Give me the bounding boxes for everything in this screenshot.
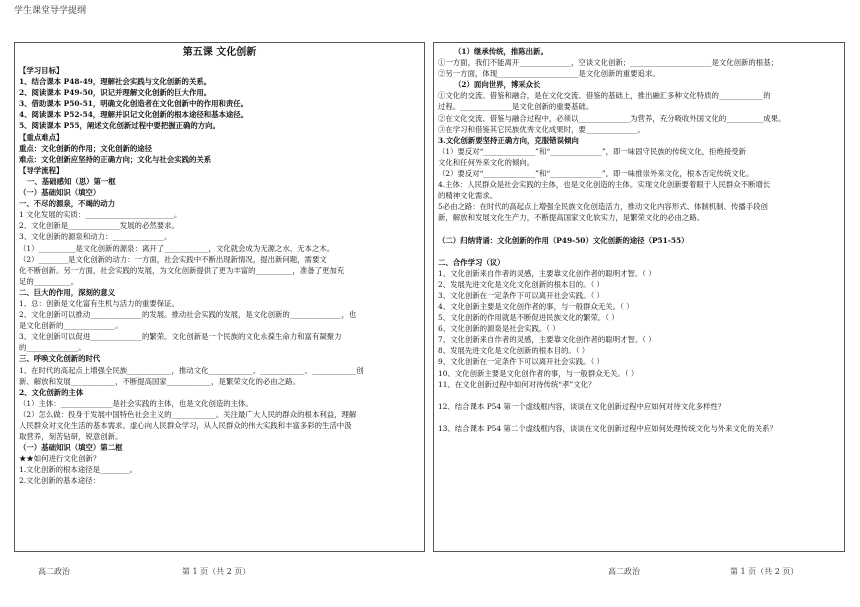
- left-line: 1.文化创新的根本途径是________。: [19, 465, 137, 475]
- left-line: 2.文化创新的基本途径：: [19, 476, 100, 486]
- right-column: [433, 42, 845, 552]
- right-line: （二）归纳背诵：文化创新的作用（P49-50）文化创新的途径（P51-55）: [438, 235, 689, 245]
- right-line: 8、发展先进文化是文化创新的根本目的。（ ）: [438, 346, 590, 356]
- right-line: （2）要反对“______________”和“______________”，即一味推崇外来文化，根本否定传统文化。: [438, 169, 754, 179]
- left-line: 【学习目标】: [19, 66, 64, 75]
- right-line: ②另一方面，体现______________________是文化创新的重要追求。: [438, 69, 660, 79]
- right-line: 9、文化创新在一定条件下可以离开社会实践。（ ）: [438, 357, 604, 367]
- footer-subject-right: 高二政治: [608, 567, 640, 576]
- right-line: 13、结合课本 P54 第二个虚线框内容，谈谈在文化创新过程中应如何处理传统文化与外来文化的关系？: [438, 423, 777, 433]
- left-column: [14, 42, 425, 552]
- left-line: 2、文化创新的主体: [19, 387, 84, 397]
- right-line: 3.文化创新要坚持正确方向，克服错误倾向: [438, 135, 579, 145]
- left-line: 1、在时代的高起点上增强全民族____________，推动文化____________、____________、____________创: [19, 365, 364, 375]
- right-line: 的精神文化需求。: [438, 191, 498, 201]
- right-line: 1、文化创新来自作者的灵感，主要靠文化创作者的聪明才智。（ ）: [438, 268, 656, 278]
- right-line: 二、合作学习（议）: [438, 257, 505, 267]
- left-line: 新、解放和发展____________，不断提高国家____________，是繁荣文化的必由之路。: [19, 376, 300, 386]
- left-line: 3、文化创新可以促进______________的繁荣。文化创新是一个民族的文化永葆生命力和富有凝聚力: [19, 332, 342, 342]
- left-line: 一、基础感知（思）第一框: [27, 176, 116, 186]
- right-line: 11、在文化创新过程中如何对待传统“孝”文化？: [438, 379, 596, 389]
- right-line: ①一方面，我们不能离开______________，空谈文化创新；______________________是文化创新的根基；: [438, 58, 778, 68]
- left-line: 一、不尽的源泉，不竭的动力: [19, 199, 116, 209]
- spacer: [434, 246, 844, 257]
- left-line: 2、文化创新可以推动______________的发展。推动社会实践的发展，是文化创新的______________，也: [19, 310, 357, 320]
- right-line: 12、结合课本 P54 第一个虚线框内容，谈谈在文化创新过程中应如何对待文化多样性？: [438, 401, 726, 411]
- left-line: 是文化创新的______________。: [19, 321, 123, 331]
- left-line: 的______________。: [19, 343, 86, 353]
- right-line: 2、发展先进文化是文化文化创新的根本目的。（ ）: [438, 279, 604, 289]
- left-line: 人民群众对文化生活的基本需求。虚心向人民群众学习，从人民群众的伟大实践和丰富多彩的生活中汲: [19, 421, 352, 430]
- left-line: 3、借助课本 P50-51，明确文化创造者在文化创新中的作用和责任。: [19, 99, 249, 109]
- left-line: 三、呼唤文化创新的时代: [19, 354, 101, 364]
- right-line: ③在学习和借鉴其它民族优秀文化成果时，要______________。: [438, 124, 645, 134]
- right-line: 文化和任何外来文化的倾向。: [438, 157, 535, 167]
- left-line: 2、文化创新是______________发展的必然要求。: [19, 221, 179, 231]
- page-header: 学生课堂导学提纲: [14, 6, 87, 16]
- right-line: ①文化的交流、借鉴和融合，是在文化交流、借鉴的基础上，推出融汇多种文化特质的____________的: [438, 91, 771, 101]
- left-line: （1）__________是文化创新的源泉：离开了____________，文化就会成为无源之水、无本之木。: [19, 243, 335, 253]
- right-line: 4、文化创新主要是文化创作者的事，与一般群众无关。（ ）: [438, 301, 634, 311]
- left-line: （一）基础知识（填空）第二框: [19, 443, 123, 453]
- left-line: 【重点难点】: [19, 132, 64, 142]
- left-line: ★★如何进行文化创新？: [19, 454, 101, 464]
- right-line: 3、文化创新在一定条件下可以离开社会实践。（ ）: [438, 290, 604, 300]
- left-line: （2）怎么做：投身于发展中国特色社会主义的____________。关注最广大人民的群众的根本利益，理解: [19, 409, 357, 419]
- right-line: 7、文化创新来自作者的灵感，主要靠文化创作者的聪明才智。（ ）: [438, 335, 656, 345]
- right-line: （2）面向世界，博采众长: [454, 80, 541, 90]
- right-line: （1）继承传统，推陈出新。: [454, 47, 548, 56]
- left-line: 3、文化创新的源泉和动力：______________。: [19, 232, 172, 242]
- spacer: [434, 412, 844, 423]
- left-line: 2、阅读课本 P49-50，识记并理解文化创新的巨大作用。: [19, 88, 212, 98]
- right-line: 新，解放和发展文化生产力，不断提高国家文化软实力，是繁荣文化的必由之路。: [438, 213, 705, 223]
- left-line: （1）主体：______________是社会实践的主体，也是文化创造的主体。: [19, 398, 253, 408]
- right-line: 6、文化创新的源泉是社会实践。（ ）: [438, 324, 560, 334]
- left-line: （2）________是文化创新的动力：一方面，社会实践中不断出现新情况，提出新问题，需要文: [19, 254, 327, 264]
- lesson-title: 第五课 文化创新: [182, 47, 257, 58]
- left-line: 足的__________。: [19, 276, 79, 286]
- right-line: 10、文化创新主要是文化创作者的事，与一般群众无关。（ ）: [438, 368, 639, 378]
- footer-page-right: 第 1 页（共 2 页）: [730, 567, 799, 576]
- footer-page-left: 第 1 页（共 2 页）: [182, 567, 251, 576]
- left-line: 1 文化发展的实质：________________________。: [19, 210, 182, 220]
- right-line: （1）要反对“______________”和“______________”，即一味固守民族的传统文化，拒绝接受新: [438, 146, 747, 156]
- right-line: 过程。______________是文化创新的重要基础。: [438, 102, 594, 112]
- left-line: 1、总：创新是文化富有生机与活力的重要保证。: [19, 298, 179, 308]
- left-line: （一）基础知识（填空）: [19, 188, 101, 198]
- spacer: [434, 224, 844, 235]
- left-line: 4、阅读课本 P52-54，理解并识记文化创新的根本途径和基本途径。: [19, 110, 249, 120]
- left-line: 取营养，刻苦钻研，锐意创新。: [19, 432, 123, 442]
- left-line: 1、结合课本 P48-49，理解社会实践与文化创新的关系。: [19, 77, 212, 87]
- spacer: [434, 390, 844, 401]
- left-line: 【导学流程】: [19, 165, 64, 175]
- left-line: 化不断创新。另一方面，社会实践的发展，为文化创新提供了更为丰富的__________，准备了更加充: [19, 265, 345, 275]
- right-line: 5必由之路：在时代的高起点上增强全民族文化创造活力，推动文化内容形式、体制机制、传播手段创: [438, 202, 768, 212]
- right-content: [434, 43, 844, 434]
- left-line: 重点：文化创新的作用；文化创新的途径: [19, 143, 153, 153]
- left-line: 难点：文化创新应坚持的正确方向；文化与社会实践的关系: [19, 154, 212, 164]
- right-line: 4.主体：人民群众是社会实践的主体，也是文化创造的主体。实现文化创新要着眼于人民群众不断增长: [438, 180, 771, 190]
- right-line: 5、文化创新的作用就是不断促进民族文化的繁荣。（ ）: [438, 313, 619, 323]
- footer-subject-left: 高二政治: [38, 567, 70, 576]
- right-line: ②在文化交流、借鉴与融合过程中，必须以______________为营养，充分吸收外国文化的__________成果。: [438, 113, 786, 123]
- left-line: 二、巨大的作用，深刻的意义: [19, 287, 116, 297]
- left-content: [15, 65, 424, 487]
- left-line: 5、阅读课本 P55，阐述文化创新过程中要把握正确的方向。: [19, 121, 220, 131]
